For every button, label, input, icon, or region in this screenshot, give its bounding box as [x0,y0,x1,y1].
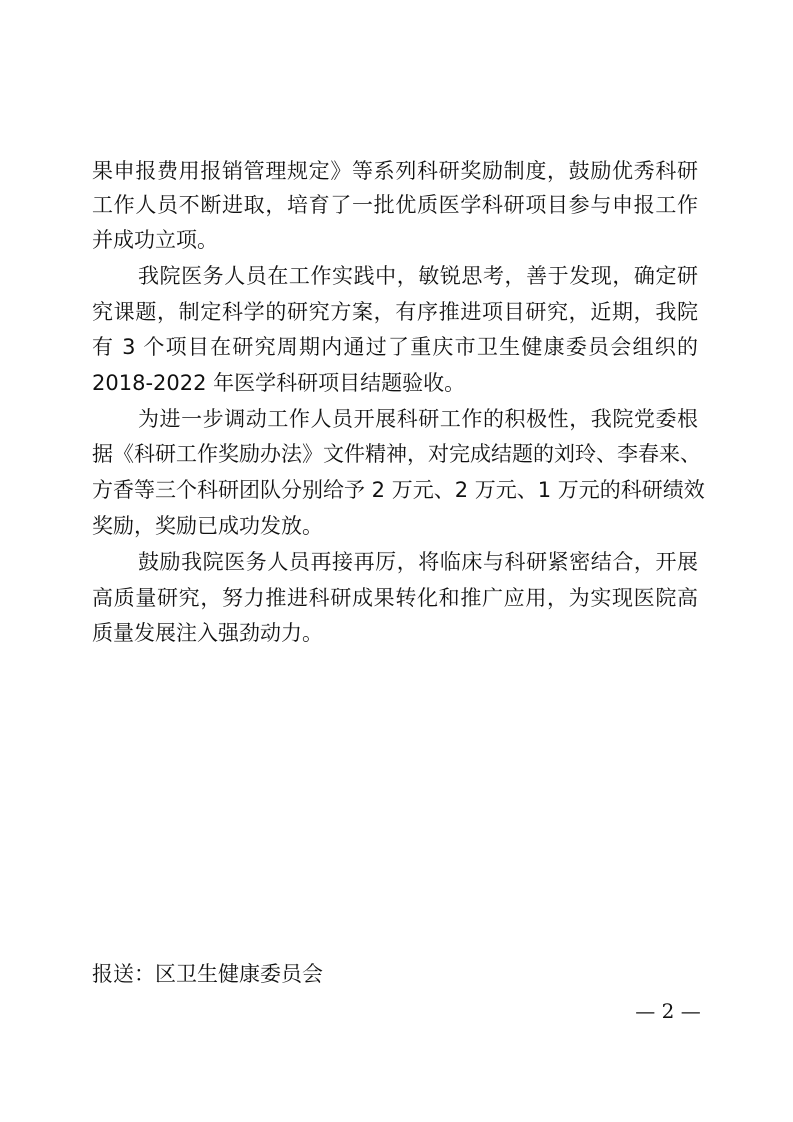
body-text-line: 方香等三个科研团队分别给予 2 万元、2 万元、1 万元的科研绩效 [92,478,705,502]
body-text-line: 2018-2022 年医学科研项目结题验收。 [92,371,466,395]
body-text-line: 据《科研工作奖励办法》文件精神，对完成结题的刘玲、李春来、 [92,442,701,466]
body-text-line: 并成功立项。 [92,228,218,252]
body-text-line: 究课题，制定科学的研究方案，有序推进项目研究，近期，我院 [92,300,698,324]
body-text-line: 工作人员不断进取，培育了一批优质医学科研项目参与申报工作 [92,193,698,217]
body-text-line: 为进一步调动工作人员开展科研工作的积极性，我院党委根 [138,407,698,431]
body-text-line: 有 3 个项目在研究周期内通过了重庆市卫生健康委员会组织的 [92,335,698,359]
body-text-line: 奖励，奖励已成功发放。 [92,514,323,538]
body-text-line: 我院医务人员在工作实践中，敏锐思考，善于发现，确定研 [138,264,698,288]
body-text-line: 质量发展注入强劲动力。 [92,621,323,645]
body-text-line: 高质量研究，努力推进科研成果转化和推广应用，为实现医院高 [92,586,698,610]
page-number: — 2 — [635,999,701,1023]
body-text-line: 鼓励我院医务人员再接再厉，将临床与科研紧密结合，开展 [138,550,698,574]
body-text-line: 果申报费用报销管理规定》等系列科研奖励制度，鼓励优秀科研 [92,159,698,183]
report-to-label: 报送：区卫生健康委员会 [92,962,323,986]
